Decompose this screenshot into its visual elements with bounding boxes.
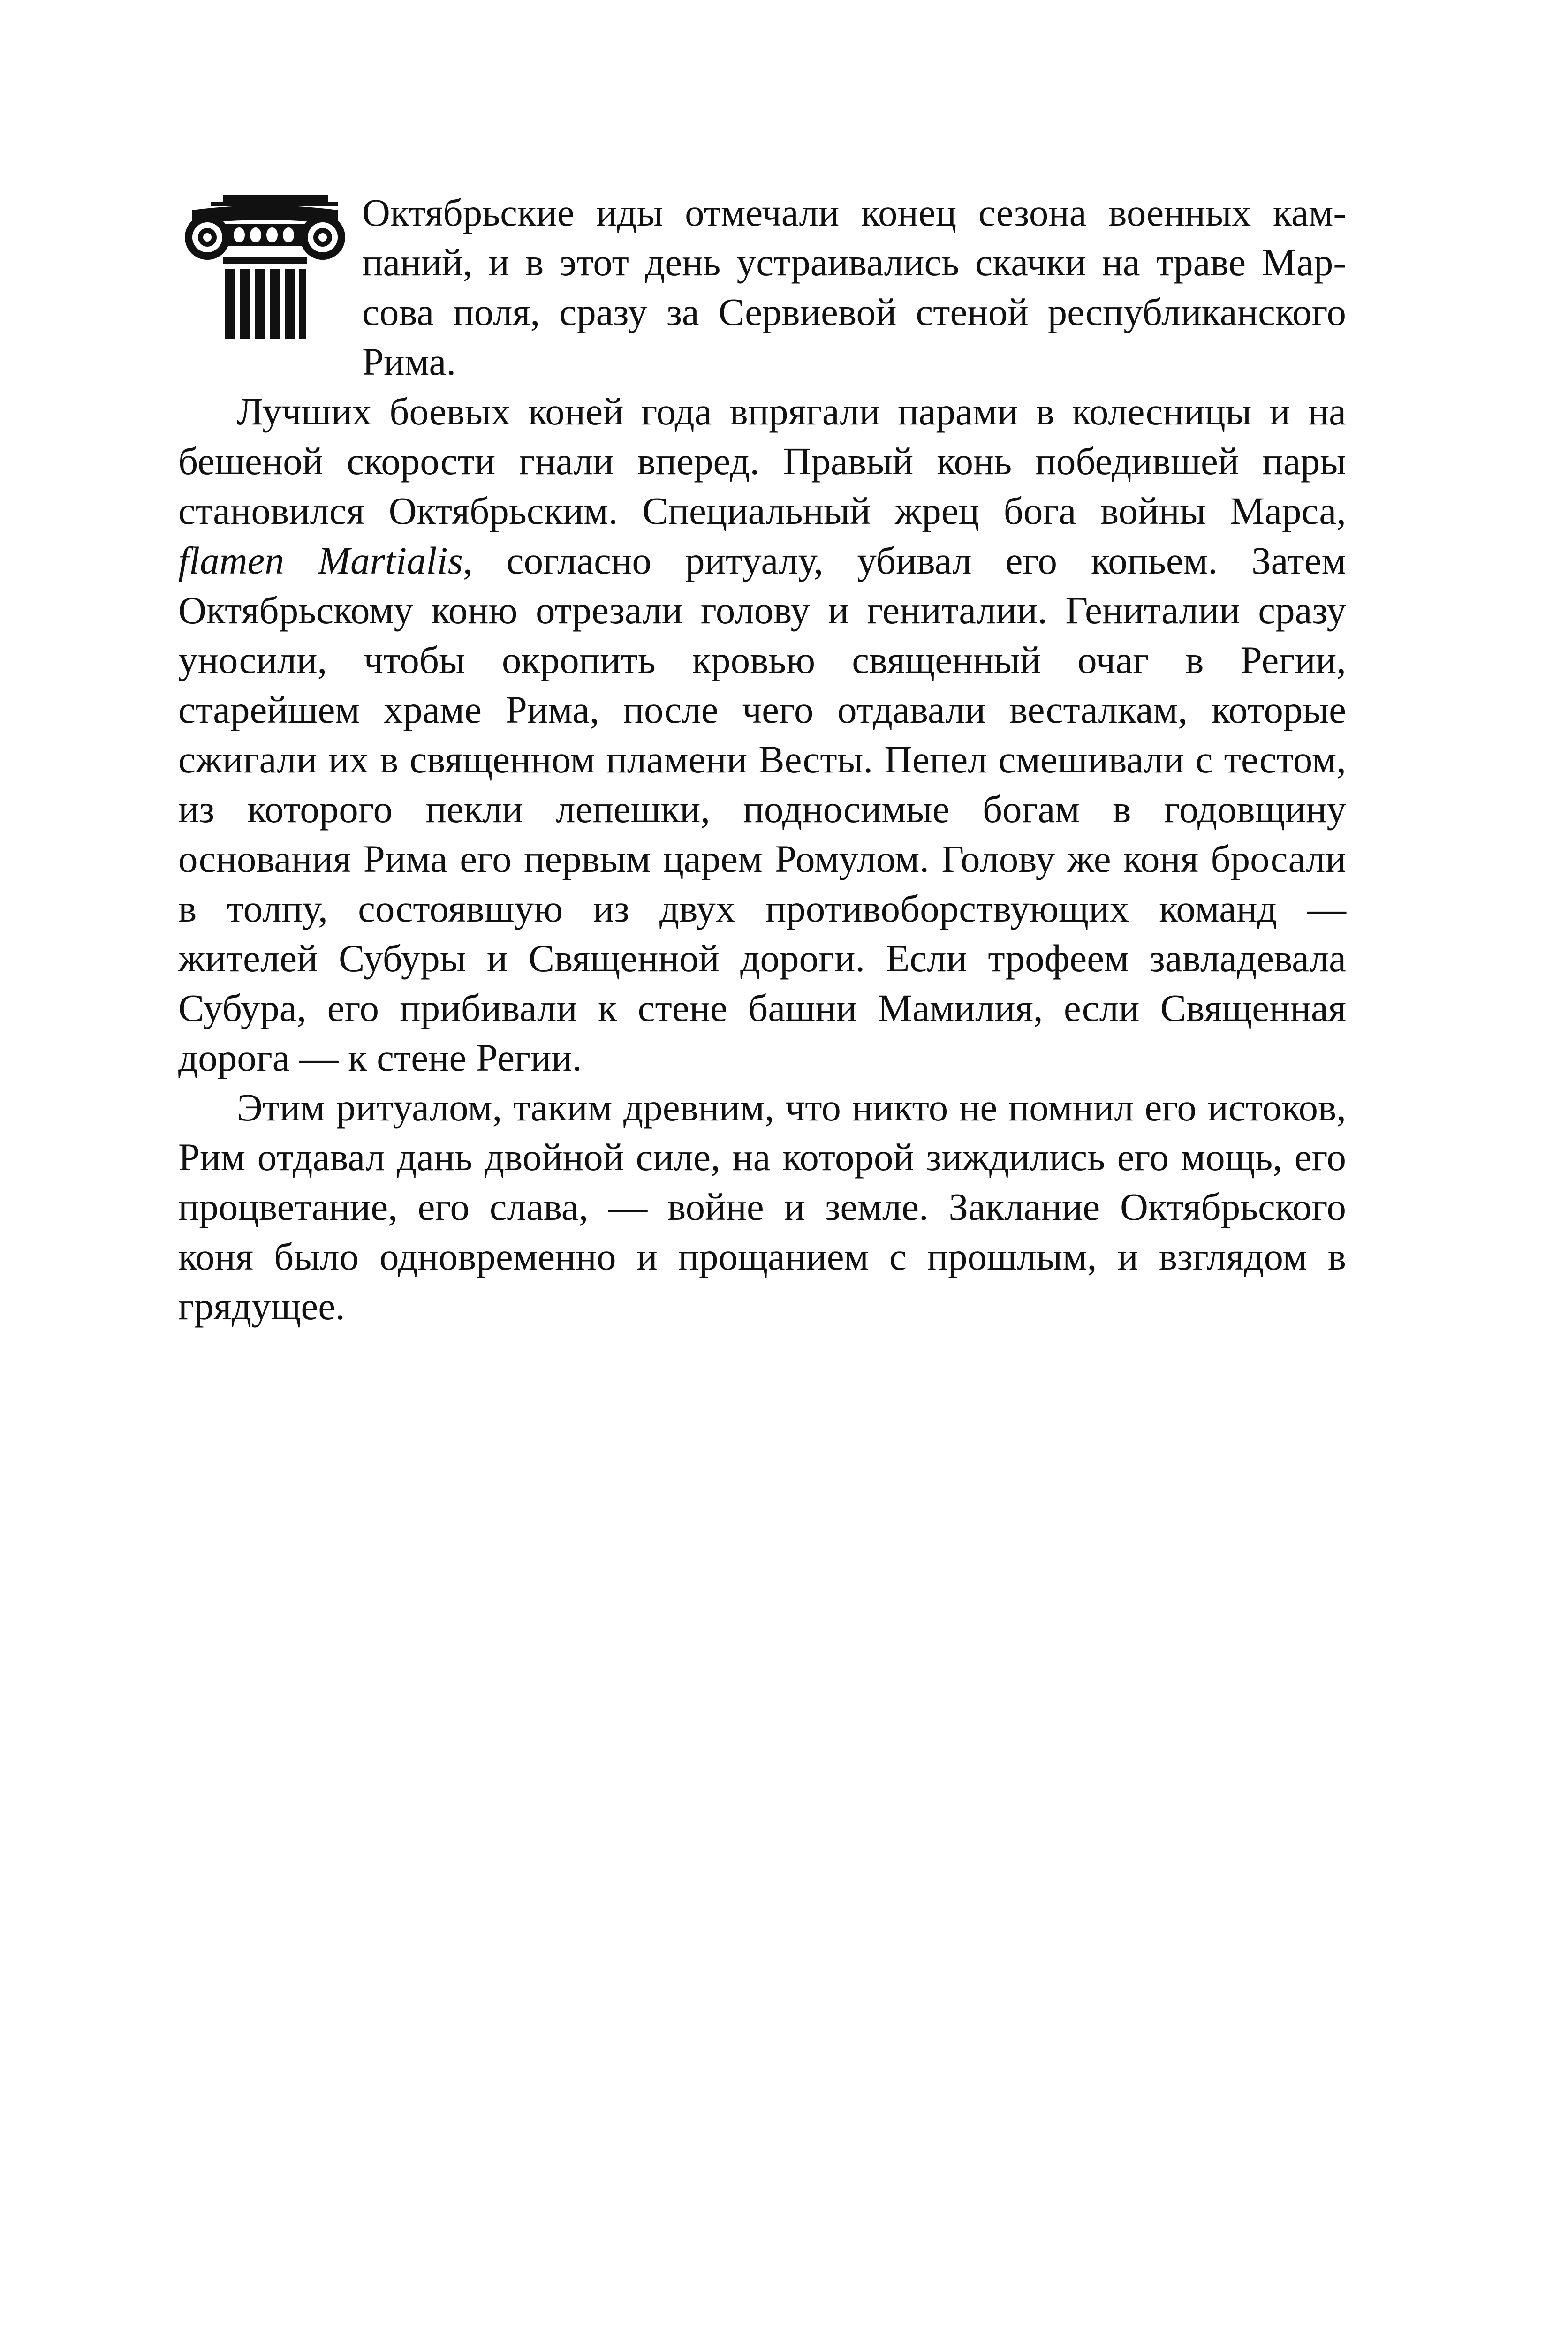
paragraph-2-text-b: , согласно ритуалу, убивал его копьем. Затем Октябрьскому коню отрезали голову и гениталии. Гениталии сразу уносили, чтобы окропить кровью священный очаг в Регии, старейшем храме Рима, после чего отдавали весталкам, которые сжигали их в священном пламени Весты. Пепел смешивали с тестом, из которого пекли лепешки, подносимые богам в годовщину основания Рима его первым царем Ромулом. Голову же коня бросали в толпу, состоявшую из двух противоборствующих команд — жителей Субуры и Священной дороги. Если трофеем завладевала Субура, его прибивали к стене башни Мамилия, если Священная дорога — к стене Регии. xyxy=(178,539,1346,1079)
body-text xyxy=(178,188,1346,1331)
paragraph-1-text: Октябрьские иды отмечали конец сезона военных кампаний, и в этот день устраивались скачки на траве Марсова поля, сразу за Сервиевой стеной республиканского Рима. xyxy=(362,191,1346,383)
paragraph-3-text: Этим ритуалом, таким древним, что никто не помнил его истоков, Рим отдавал дань двойной силе, на которой зиждились его мощь, его процветание, его слава, — войне и земле. Заклание Октябрьского коня было одновременно и прощанием с прошлым, и взглядом в грядущее. xyxy=(178,1086,1346,1328)
paragraph-1 xyxy=(178,188,1346,386)
paragraph-2 xyxy=(178,386,1346,1082)
paragraph-2-text-a: Лучших боевых коней года впрягали парами в колесницы и на бешеной скорости гнали вперед. Правый конь победившей пары становился Октябрьским. Специальный жрец бога войны Марса, xyxy=(178,390,1346,532)
ionic-column-icon xyxy=(178,191,352,340)
paragraph-3 xyxy=(178,1082,1346,1331)
latin-term: flamen Martialis xyxy=(178,539,463,582)
